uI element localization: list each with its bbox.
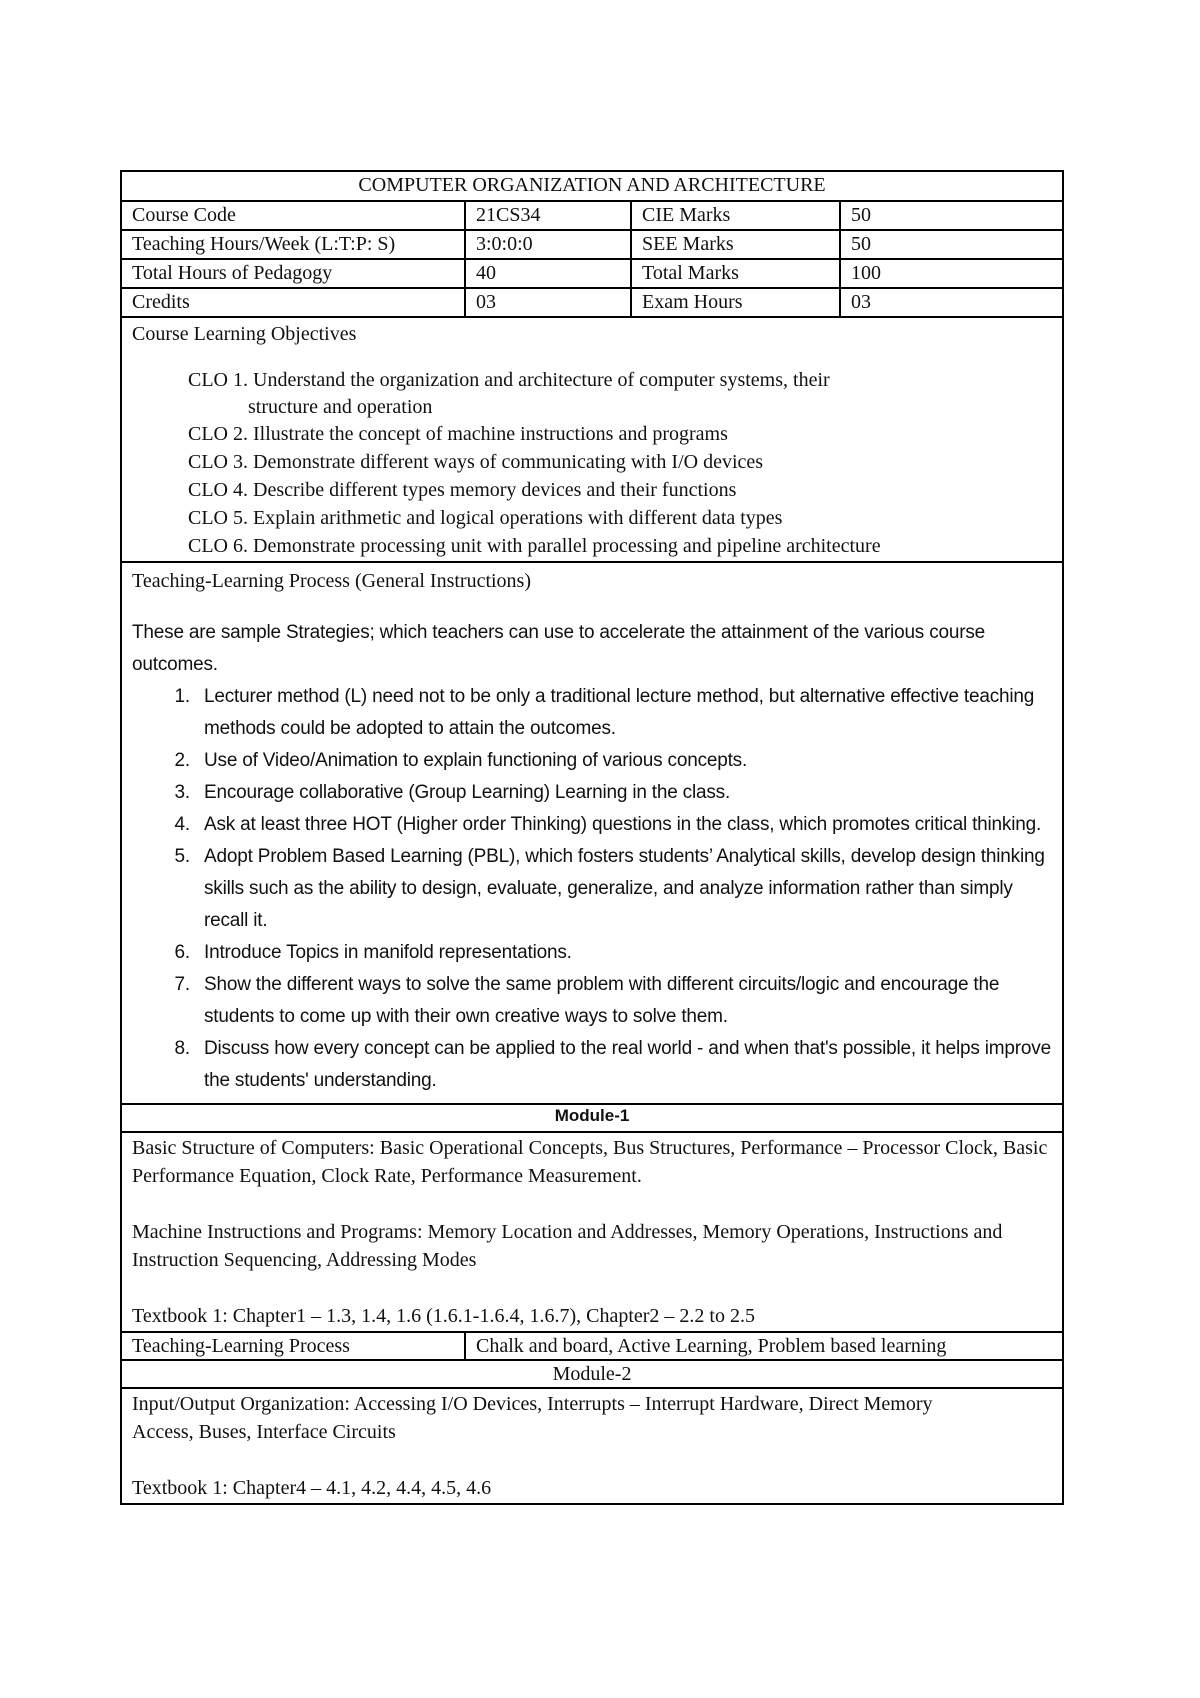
exam-hours-value: 03	[840, 288, 1063, 317]
credits-label: Credits	[121, 288, 465, 317]
module1-tlp-row	[121, 1332, 1063, 1360]
clo-item-continuation: structure and operation	[248, 396, 433, 418]
clo-item: CLO 3. Demonstrate different ways of communicating with I/O devices	[188, 451, 764, 473]
pedagogy-hours-value: 40	[465, 259, 631, 288]
total-marks-label: Total Marks	[631, 259, 840, 288]
tlp-item-number: 8.	[174, 1038, 190, 1059]
module1-heading-row	[121, 1104, 1063, 1132]
tlp-item-number: 1.	[174, 686, 190, 707]
tlp-item-number: 2.	[174, 750, 190, 771]
course-learning-objectives	[121, 317, 1063, 562]
tlp-item	[132, 969, 1052, 1033]
total-marks-value: 100	[840, 259, 1063, 288]
tlp-item	[132, 809, 1052, 841]
info-row	[121, 259, 1063, 288]
teaching-hours-label: Teaching Hours/Week (L:T:P: S)	[121, 230, 465, 259]
tlp-item	[132, 777, 1052, 809]
tlp-item	[132, 681, 1052, 745]
clo-row	[121, 317, 1063, 562]
clo-item	[188, 366, 1052, 420]
tlp-intro: These are sample Strategies; which teachers can use to accelerate the attainment of the various course outcomes.	[132, 622, 986, 675]
title-row	[121, 171, 1063, 201]
exam-hours-label: Exam Hours	[631, 288, 840, 317]
credits-value: 03	[465, 288, 631, 317]
info-row	[121, 230, 1063, 259]
clo-heading: Course Learning Objectives	[132, 323, 357, 345]
teaching-learning-process	[121, 562, 1063, 1104]
module2-textbook: Textbook 1: Chapter4 – 4.1, 4.2, 4.4, 4.5, 4.6	[132, 1477, 492, 1499]
tlp-item-text: Lecturer method (L) need not to be only a traditional lecture method, but alternative effective teaching methods could be adopted to attain the outcomes.	[204, 686, 1035, 739]
teaching-hours-value: 3:0:0:0	[465, 230, 631, 259]
info-row	[121, 288, 1063, 317]
info-row	[121, 201, 1063, 230]
tlp-item	[132, 1033, 1052, 1097]
tlp-item-text: Adopt Problem Based Learning (PBL), which fosters students’ Analytical skills, develop design thinking skills such as the ability to design, evaluate, generalize, and analyze information rather than simply recall it.	[204, 846, 1045, 931]
module2-heading: Module-2	[121, 1360, 1063, 1388]
module1-paragraph: Machine Instructions and Programs: Memory Location and Addresses, Memory Operations, Instructions and Instruction Sequencing, Addressing Modes	[132, 1221, 1003, 1271]
module1-tlp-label: Teaching-Learning Process	[121, 1332, 465, 1360]
tlp-item-text: Use of Video/Animation to explain functioning of various concepts.	[204, 750, 748, 771]
module2-content	[121, 1388, 1063, 1504]
module2-content-row	[121, 1388, 1063, 1504]
tlp-item-number: 4.	[174, 814, 190, 835]
tlp-item-text: Ask at least three HOT (Higher order Thinking) questions in the class, which promotes critical thinking.	[204, 814, 1042, 835]
tlp-item	[132, 841, 1052, 937]
module1-tlp-value: Chalk and board, Active Learning, Problem based learning	[465, 1332, 1063, 1360]
syllabus-table	[120, 170, 1064, 1505]
tlp-item-text: Introduce Topics in manifold representations.	[204, 942, 572, 963]
module2-paragraph: Access, Buses, Interface Circuits	[132, 1421, 396, 1443]
module2-paragraph: Input/Output Organization: Accessing I/O Devices, Interrupts – Interrupt Hardware, Direct Memory	[132, 1393, 933, 1415]
cie-marks-value: 50	[840, 201, 1063, 230]
tlp-row	[121, 562, 1063, 1104]
tlp-item-number: 7.	[174, 974, 190, 995]
tlp-item-number: 3.	[174, 782, 190, 803]
tlp-item-text: Encourage collaborative (Group Learning) Learning in the class.	[204, 782, 731, 803]
tlp-item	[132, 745, 1052, 777]
clo-item: CLO 4. Describe different types memory devices and their functions	[188, 479, 737, 501]
course-code-label: Course Code	[121, 201, 465, 230]
module1-textbook: Textbook 1: Chapter1 – 1.3, 1.4, 1.6 (1.6.1-1.6.4, 1.6.7), Chapter2 – 2.2 to 2.5	[132, 1305, 755, 1327]
clo-item: CLO 2. Illustrate the concept of machine instructions and programs	[188, 423, 728, 445]
clo-item: CLO 5. Explain arithmetic and logical operations with different data types	[188, 507, 783, 529]
tlp-item-number: 5.	[174, 846, 190, 867]
course-code-value: 21CS34	[465, 201, 631, 230]
tlp-item-text: Discuss how every concept can be applied to the real world - and when that's possible, it helps improve the students' understanding.	[204, 1038, 1051, 1091]
module1-content-row	[121, 1132, 1063, 1332]
tlp-heading: Teaching-Learning Process (General Instructions)	[132, 570, 532, 592]
cie-marks-label: CIE Marks	[631, 201, 840, 230]
clo-list	[132, 366, 1052, 560]
tlp-item	[132, 937, 1052, 969]
module2-heading-row	[121, 1360, 1063, 1388]
course-title: COMPUTER ORGANIZATION AND ARCHITECTURE	[121, 171, 1063, 201]
tlp-item-text: Show the different ways to solve the same problem with different circuits/logic and encourage the students to come up with their own creative ways to solve them.	[204, 974, 1000, 1027]
tlp-item-number: 6.	[174, 942, 190, 963]
pedagogy-hours-label: Total Hours of Pedagogy	[121, 259, 465, 288]
module1-content	[121, 1132, 1063, 1332]
module1-heading: Module-1	[121, 1104, 1063, 1132]
clo-item-text: CLO 1. Understand the organization and architecture of computer systems, their	[188, 369, 830, 391]
module1-paragraph: Basic Structure of Computers: Basic Operational Concepts, Bus Structures, Performance – Processor Clock, Basic Performance Equation, Clock Rate, Performance Measurement.	[132, 1137, 1048, 1187]
tlp-strategy-list	[132, 681, 1052, 1097]
clo-item: CLO 6. Demonstrate processing unit with parallel processing and pipeline architecture	[188, 535, 881, 557]
see-marks-value: 50	[840, 230, 1063, 259]
see-marks-label: SEE Marks	[631, 230, 840, 259]
